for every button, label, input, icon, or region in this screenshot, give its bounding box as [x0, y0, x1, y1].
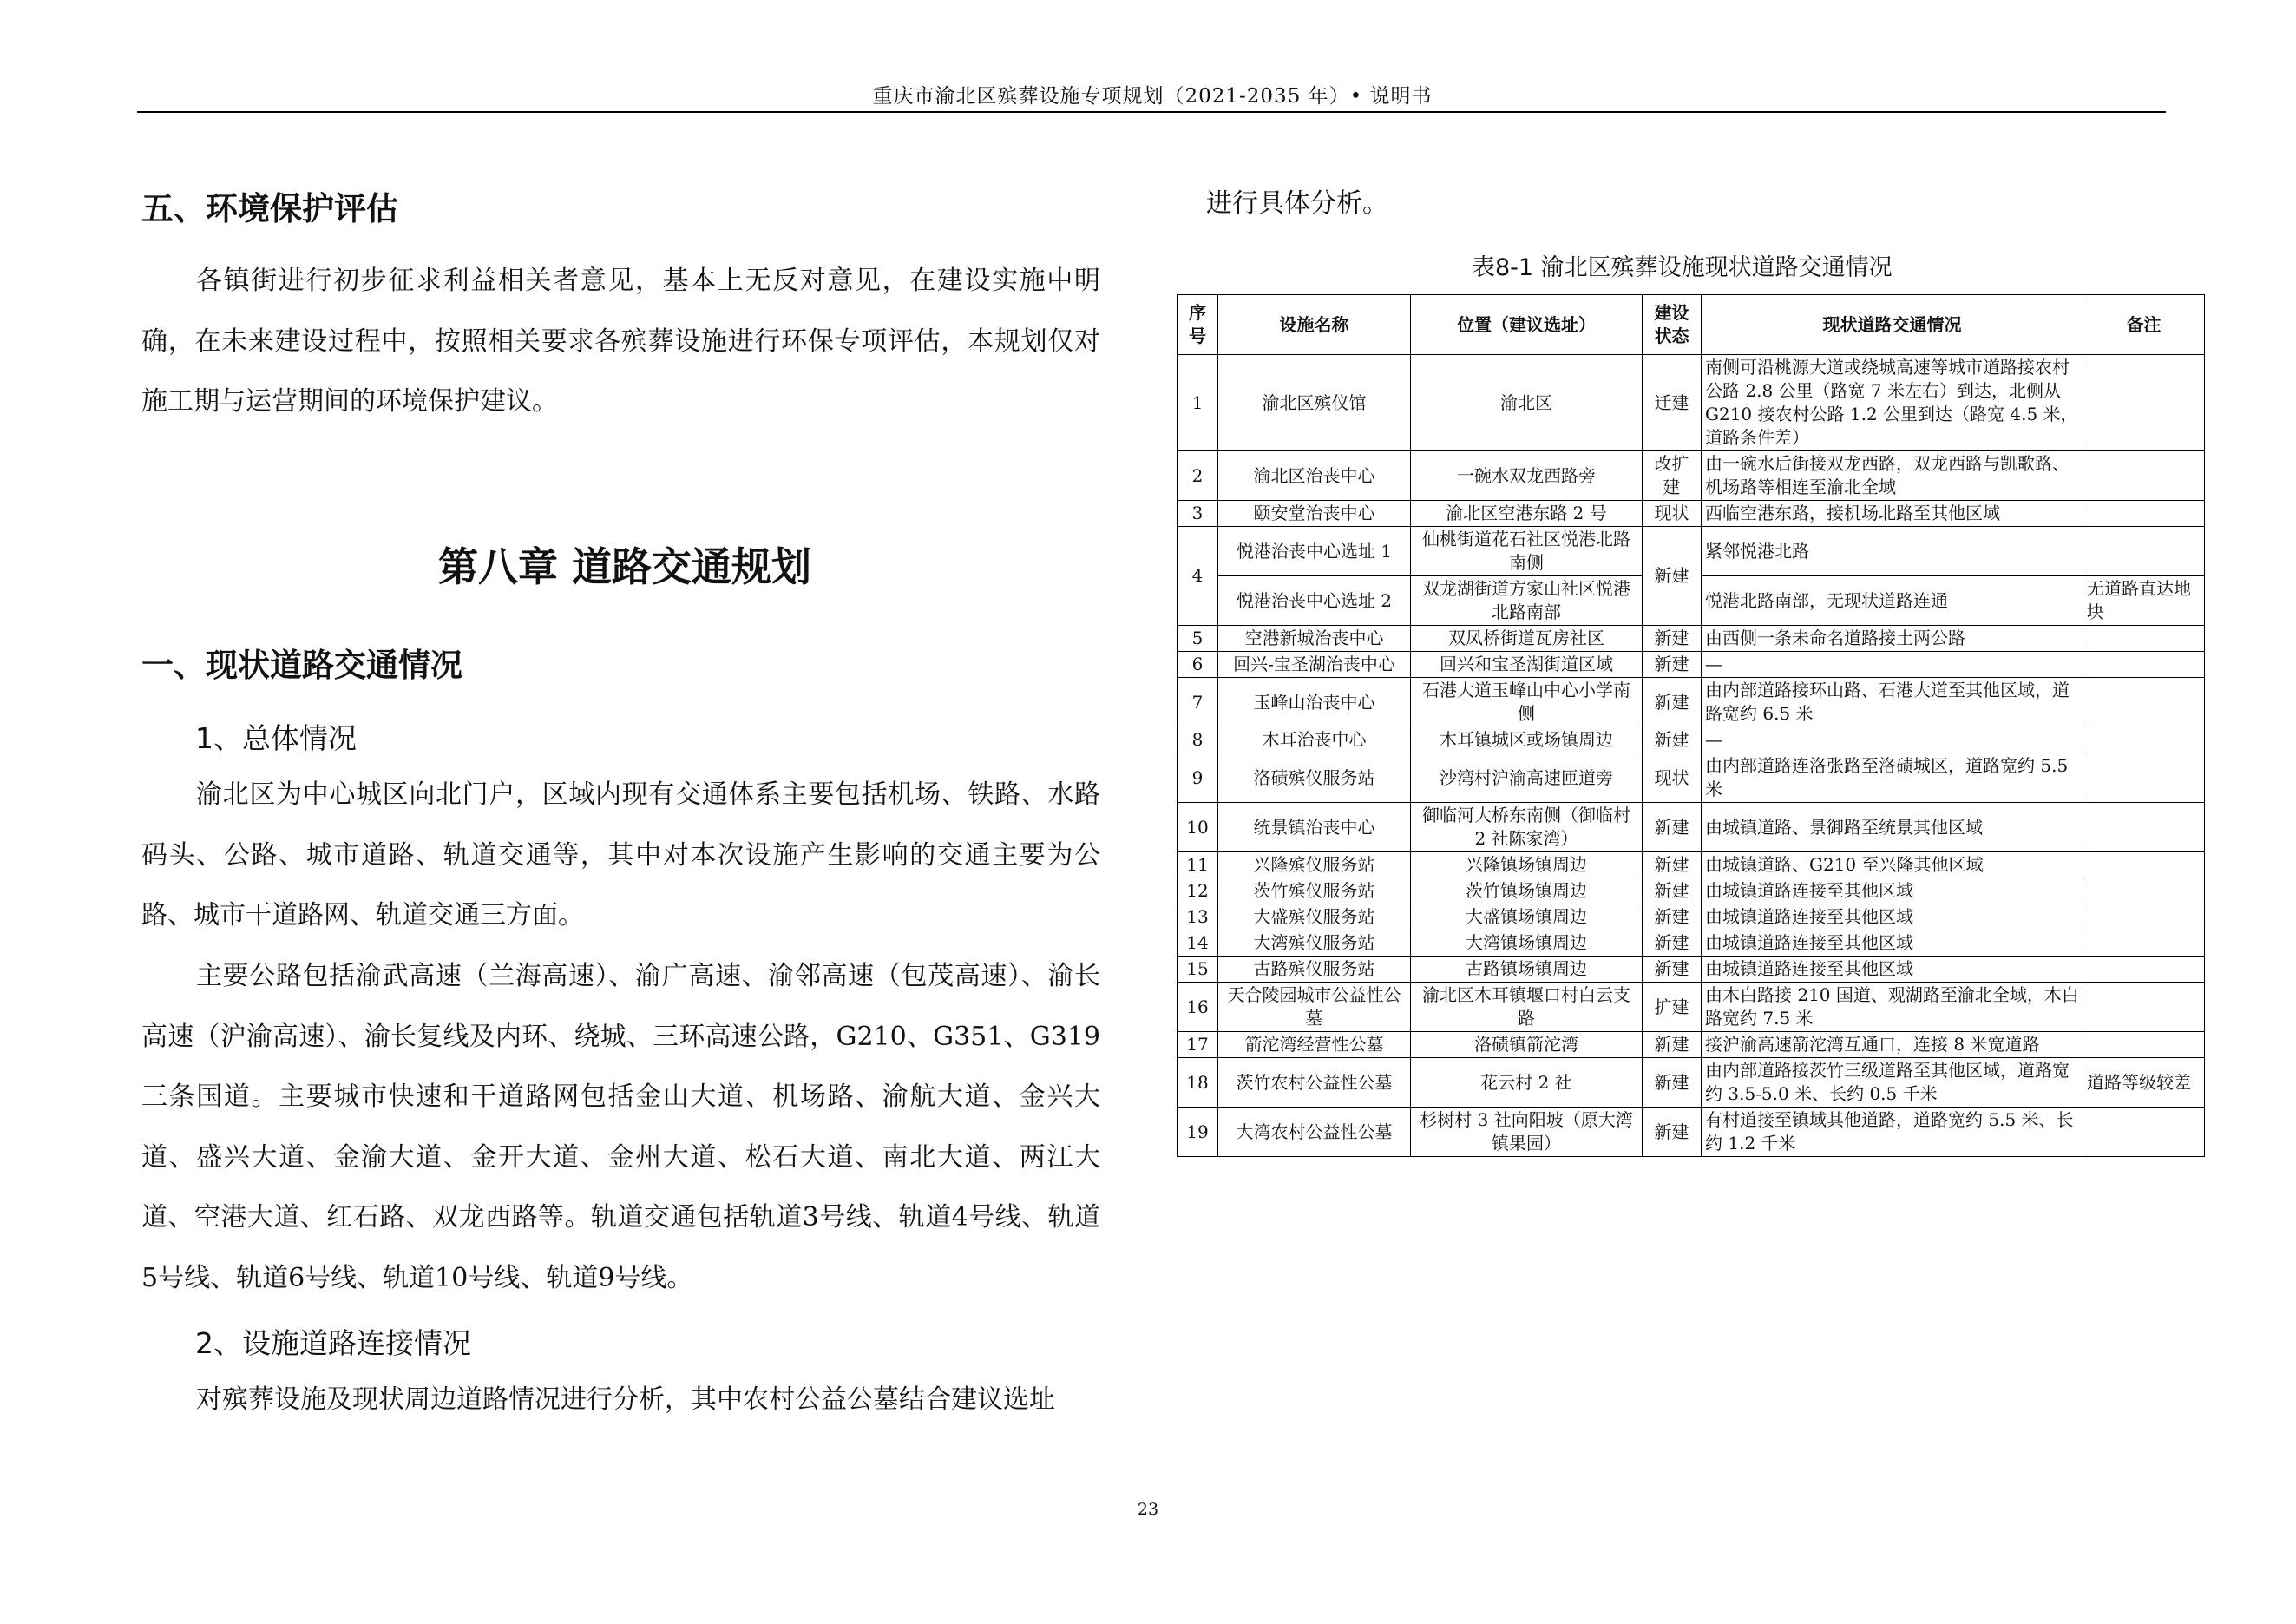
cell-name: 古路殡仪服务站 [1218, 957, 1411, 983]
cell-location: 大盛镇场镇周边 [1411, 904, 1643, 930]
cell-traffic: 由西侧一条未命名道路接土两公路 [1702, 626, 2083, 652]
cell-remark [2083, 930, 2205, 957]
cell-location: 沙湾村沪渝高速匝道旁 [1411, 753, 1643, 803]
cell-traffic: — [1702, 652, 2083, 678]
table-row [1178, 852, 2205, 878]
cell-traffic: 由一碗水后街接双龙西路，双龙西路与凯歌路、机场路等相连至渝北全域 [1702, 451, 2083, 501]
cell-traffic: 悦港北路南部，无现状道路连通 [1702, 576, 2083, 626]
cell-status: 新建 [1643, 904, 1702, 930]
cell-num: 6 [1178, 652, 1218, 678]
cell-traffic: 由内部道路接茨竹三级道路至其他区域，道路宽约 3.5-5.0 米、长约 0.5 千米 [1702, 1058, 2083, 1108]
cell-status: 新建 [1643, 878, 1702, 904]
cell-remark [2083, 957, 2205, 983]
section1-title: 一、现状道路交通情况 [141, 647, 462, 684]
table-row [1178, 451, 2205, 501]
cell-location: 茨竹镇场镇周边 [1411, 878, 1643, 904]
cell-traffic: 由城镇道路连接至其他区域 [1702, 904, 2083, 930]
cell-remark [2083, 652, 2205, 678]
cell-location: 大湾镇场镇周边 [1411, 930, 1643, 957]
cell-remark [2083, 527, 2205, 576]
cell-traffic: 由城镇道路连接至其他区域 [1702, 930, 2083, 957]
cell-remark [2083, 803, 2205, 852]
table-header-row [1178, 295, 2205, 355]
table-row [1178, 753, 2205, 803]
cell-status: 扩建 [1643, 983, 1702, 1032]
cell-location: 杉树村 3 社向阳坡（原大湾镇果园） [1411, 1108, 1643, 1157]
cell-name: 兴隆殡仪服务站 [1218, 852, 1411, 878]
cell-num: 9 [1178, 753, 1218, 803]
cell-remark [2083, 753, 2205, 803]
cell-remark [2083, 1108, 2205, 1157]
cell-remark [2083, 1032, 2205, 1058]
table-row [1178, 878, 2205, 904]
cell-location: 双龙湖街道方家山社区悦港北路南部 [1411, 576, 1643, 626]
cell-traffic: 有村道接至镇域其他道路，道路宽约 5.5 米、长约 1.2 千米 [1702, 1108, 2083, 1157]
cell-remark [2083, 727, 2205, 753]
cell-location: 木耳镇城区或场镇周边 [1411, 727, 1643, 753]
cell-name: 大湾殡仪服务站 [1218, 930, 1411, 957]
cell-remark: 道路等级较差 [2083, 1058, 2205, 1108]
table-row [1178, 355, 2205, 451]
cell-traffic: 由城镇道路、景御路至统景其他区域 [1702, 803, 2083, 852]
cell-remark [2083, 501, 2205, 527]
subsection1-title: 1、总体情况 [195, 721, 357, 755]
cell-traffic: 由内部道路连洛张路至洛碛城区，道路宽约 5.5 米 [1702, 753, 2083, 803]
cell-location: 仙桃街道花石社区悦港北路南侧 [1411, 527, 1643, 576]
cell-name: 悦港治丧中心选址 2 [1218, 576, 1411, 626]
cell-location: 双凤桥街道瓦房社区 [1411, 626, 1643, 652]
cell-status: 新建 [1643, 1108, 1702, 1157]
cell-name: 木耳治丧中心 [1218, 727, 1411, 753]
cell-status: 迁建 [1643, 355, 1702, 451]
cell-num: 1 [1178, 355, 1218, 451]
cell-status: 新建 [1643, 626, 1702, 652]
cell-num: 14 [1178, 930, 1218, 957]
subsection2-paragraph: 对殡葬设施及现状周边道路情况进行分析，其中农村公益公墓结合建议选址 [196, 1384, 1055, 1415]
cell-location: 渝北区木耳镇堰口村白云支路 [1411, 983, 1643, 1032]
cell-status: 新建 [1643, 727, 1702, 753]
cell-num: 2 [1178, 451, 1218, 501]
cell-num: 7 [1178, 678, 1218, 727]
cell-remark [2083, 678, 2205, 727]
header-status: 建设状态 [1643, 295, 1702, 355]
cell-num: 3 [1178, 501, 1218, 527]
cell-name: 悦港治丧中心选址 1 [1218, 527, 1411, 576]
cell-traffic: 接沪渝高速箭沱湾互通口，连接 8 米宽道路 [1702, 1032, 2083, 1058]
table-row [1178, 626, 2205, 652]
cell-num: 16 [1178, 983, 1218, 1032]
cell-name: 回兴-宝圣湖治丧中心 [1218, 652, 1411, 678]
cell-traffic: 由城镇道路连接至其他区域 [1702, 878, 2083, 904]
cell-location: 兴隆镇场镇周边 [1411, 852, 1643, 878]
cell-location: 一碗水双龙西路旁 [1411, 451, 1643, 501]
continued-text: 进行具体分析。 [1206, 188, 1388, 219]
cell-location: 回兴和宝圣湖街道区域 [1411, 652, 1643, 678]
cell-name: 箭沱湾经营性公墓 [1218, 1032, 1411, 1058]
cell-name: 洛碛殡仪服务站 [1218, 753, 1411, 803]
cell-status: 现状 [1643, 501, 1702, 527]
cell-status: 现状 [1643, 753, 1702, 803]
table-row [1178, 652, 2205, 678]
table-row [1178, 727, 2205, 753]
table-row [1178, 1108, 2205, 1157]
cell-status: 新建 [1643, 1032, 1702, 1058]
cell-remark [2083, 626, 2205, 652]
cell-location: 石港大道玉峰山中心小学南侧 [1411, 678, 1643, 727]
running-header: 重庆市渝北区殡葬设施专项规划（2021-2035 年）• 说明书 [872, 85, 1433, 108]
table-row [1178, 957, 2205, 983]
cell-name: 渝北区殡仪馆 [1218, 355, 1411, 451]
header-num: 序号 [1178, 295, 1218, 355]
cell-status: 新建 [1643, 957, 1702, 983]
cell-name: 大湾农村公益性公墓 [1218, 1108, 1411, 1157]
section5-paragraph: 各镇街进行初步征求利益相关者意见，基本上无反对意见，在建设实施中明确，在未来建设过程中，按照相关要求各殡葬设施进行环保专项评估，本规划仅对施工期与运营期间的环境保护建议。 [141, 266, 1100, 417]
cell-status: 新建 [1643, 678, 1702, 727]
cell-name: 茨竹殡仪服务站 [1218, 878, 1411, 904]
cell-status: 新建 [1643, 803, 1702, 852]
cell-status: 新建 [1643, 930, 1702, 957]
header-location: 位置（建议选址） [1411, 295, 1643, 355]
header-remark: 备注 [2083, 295, 2205, 355]
section5-title: 五、环境保护评估 [141, 190, 398, 227]
cell-name: 玉峰山治丧中心 [1218, 678, 1411, 727]
cell-status: 新建 [1643, 652, 1702, 678]
cell-traffic: 由内部道路接环山路、石港大道至其他区域，道路宽约 6.5 米 [1702, 678, 2083, 727]
table-row [1178, 904, 2205, 930]
cell-location: 花云村 2 社 [1411, 1058, 1643, 1108]
table-caption: 表8-1 渝北区殡葬设施现状道路交通情况 [1472, 254, 1893, 281]
cell-num: 19 [1178, 1108, 1218, 1157]
table-row [1178, 803, 2205, 852]
cell-traffic: 由城镇道路连接至其他区域 [1702, 957, 2083, 983]
cell-traffic: — [1702, 727, 2083, 753]
cell-remark [2083, 904, 2205, 930]
page-number: 23 [1137, 1500, 1159, 1519]
facilities-traffic-table [1177, 294, 2205, 1157]
cell-status: 新建 [1643, 1058, 1702, 1108]
subsection2-title: 2、设施道路连接情况 [195, 1326, 471, 1360]
table-row [1178, 501, 2205, 527]
cell-traffic: 西临空港东路，接机场北路至其他区域 [1702, 501, 2083, 527]
cell-location: 御临河大桥东南侧（御临村 2 社陈家湾） [1411, 803, 1643, 852]
cell-name: 统景镇治丧中心 [1218, 803, 1411, 852]
cell-num: 5 [1178, 626, 1218, 652]
cell-status: 新建 [1643, 852, 1702, 878]
cell-name: 颐安堂治丧中心 [1218, 501, 1411, 527]
cell-remark [2083, 983, 2205, 1032]
table-body [1178, 355, 2205, 1157]
cell-location: 古路镇场镇周边 [1411, 957, 1643, 983]
table-row [1178, 1058, 2205, 1108]
cell-num: 10 [1178, 803, 1218, 852]
table-row [1178, 983, 2205, 1032]
cell-traffic: 南侧可沿桃源大道或绕城高速等城市道路接农村公路 2.8 公里（路宽 7 米左右）到达，北侧从 G210 接农村公路 1.2 公里到达（路宽 4.5 米，道路条件差） [1702, 355, 2083, 451]
cell-name: 大盛殡仪服务站 [1218, 904, 1411, 930]
cell-num: 8 [1178, 727, 1218, 753]
cell-status: 新建 [1643, 527, 1702, 626]
cell-remark [2083, 878, 2205, 904]
cell-num: 12 [1178, 878, 1218, 904]
cell-name: 天合陵园城市公益性公墓 [1218, 983, 1411, 1032]
header-name: 设施名称 [1218, 295, 1411, 355]
table-row [1178, 1032, 2205, 1058]
cell-num: 17 [1178, 1032, 1218, 1058]
cell-name: 空港新城治丧中心 [1218, 626, 1411, 652]
header-rule [137, 111, 2166, 113]
cell-traffic: 由城镇道路、G210 至兴隆其他区域 [1702, 852, 2083, 878]
header-traffic: 现状道路交通情况 [1702, 295, 2083, 355]
cell-num: 4 [1178, 527, 1218, 626]
cell-status: 改扩建 [1643, 451, 1702, 501]
cell-traffic: 由木白路接 210 国道、观湖路至渝北全域，木白路宽约 7.5 米 [1702, 983, 2083, 1032]
cell-num: 13 [1178, 904, 1218, 930]
subsection1-paragraph1: 渝北区为中心城区向北门户，区域内现有交通体系主要包括机场、铁路、水路码头、公路、城市道路、轨道交通等，其中对本次设施产生影响的交通主要为公路、城市干道路网、轨道交通三方面。 [141, 779, 1100, 930]
subsection1-paragraph2: 主要公路包括渝武高速（兰海高速）、渝广高速、渝邻高速（包茂高速）、渝长高速（沪渝高速）、渝长复线及内环、绕城、三环高速公路，G210、G351、G319三条国道。主要城市快速和干道路网包括金山大道、机场路、渝航大道、金兴大道、盛兴大道、金渝大道、金开大道、金州大道、松石大道、南北大道、两江大道、空港大道、红石路、双龙西路等。轨道交通包括轨道3号线、轨道4号线、轨道5号线、轨道6号线、轨道10号线、轨道9号线。 [141, 961, 1100, 1293]
table-row [1178, 527, 2205, 576]
cell-remark [2083, 355, 2205, 451]
cell-num: 15 [1178, 957, 1218, 983]
cell-traffic: 紧邻悦港北路 [1702, 527, 2083, 576]
cell-location: 渝北区 [1411, 355, 1643, 451]
table-row [1178, 678, 2205, 727]
cell-location: 洛碛镇箭沱湾 [1411, 1032, 1643, 1058]
cell-remark [2083, 451, 2205, 501]
cell-location: 渝北区空港东路 2 号 [1411, 501, 1643, 527]
cell-num: 11 [1178, 852, 1218, 878]
chapter-title: 第八章 道路交通规划 [438, 543, 812, 590]
cell-name: 茨竹农村公益性公墓 [1218, 1058, 1411, 1108]
table-row [1178, 930, 2205, 957]
cell-name: 渝北区治丧中心 [1218, 451, 1411, 501]
cell-num: 18 [1178, 1058, 1218, 1108]
cell-remark: 无道路直达地块 [2083, 576, 2205, 626]
cell-remark [2083, 852, 2205, 878]
